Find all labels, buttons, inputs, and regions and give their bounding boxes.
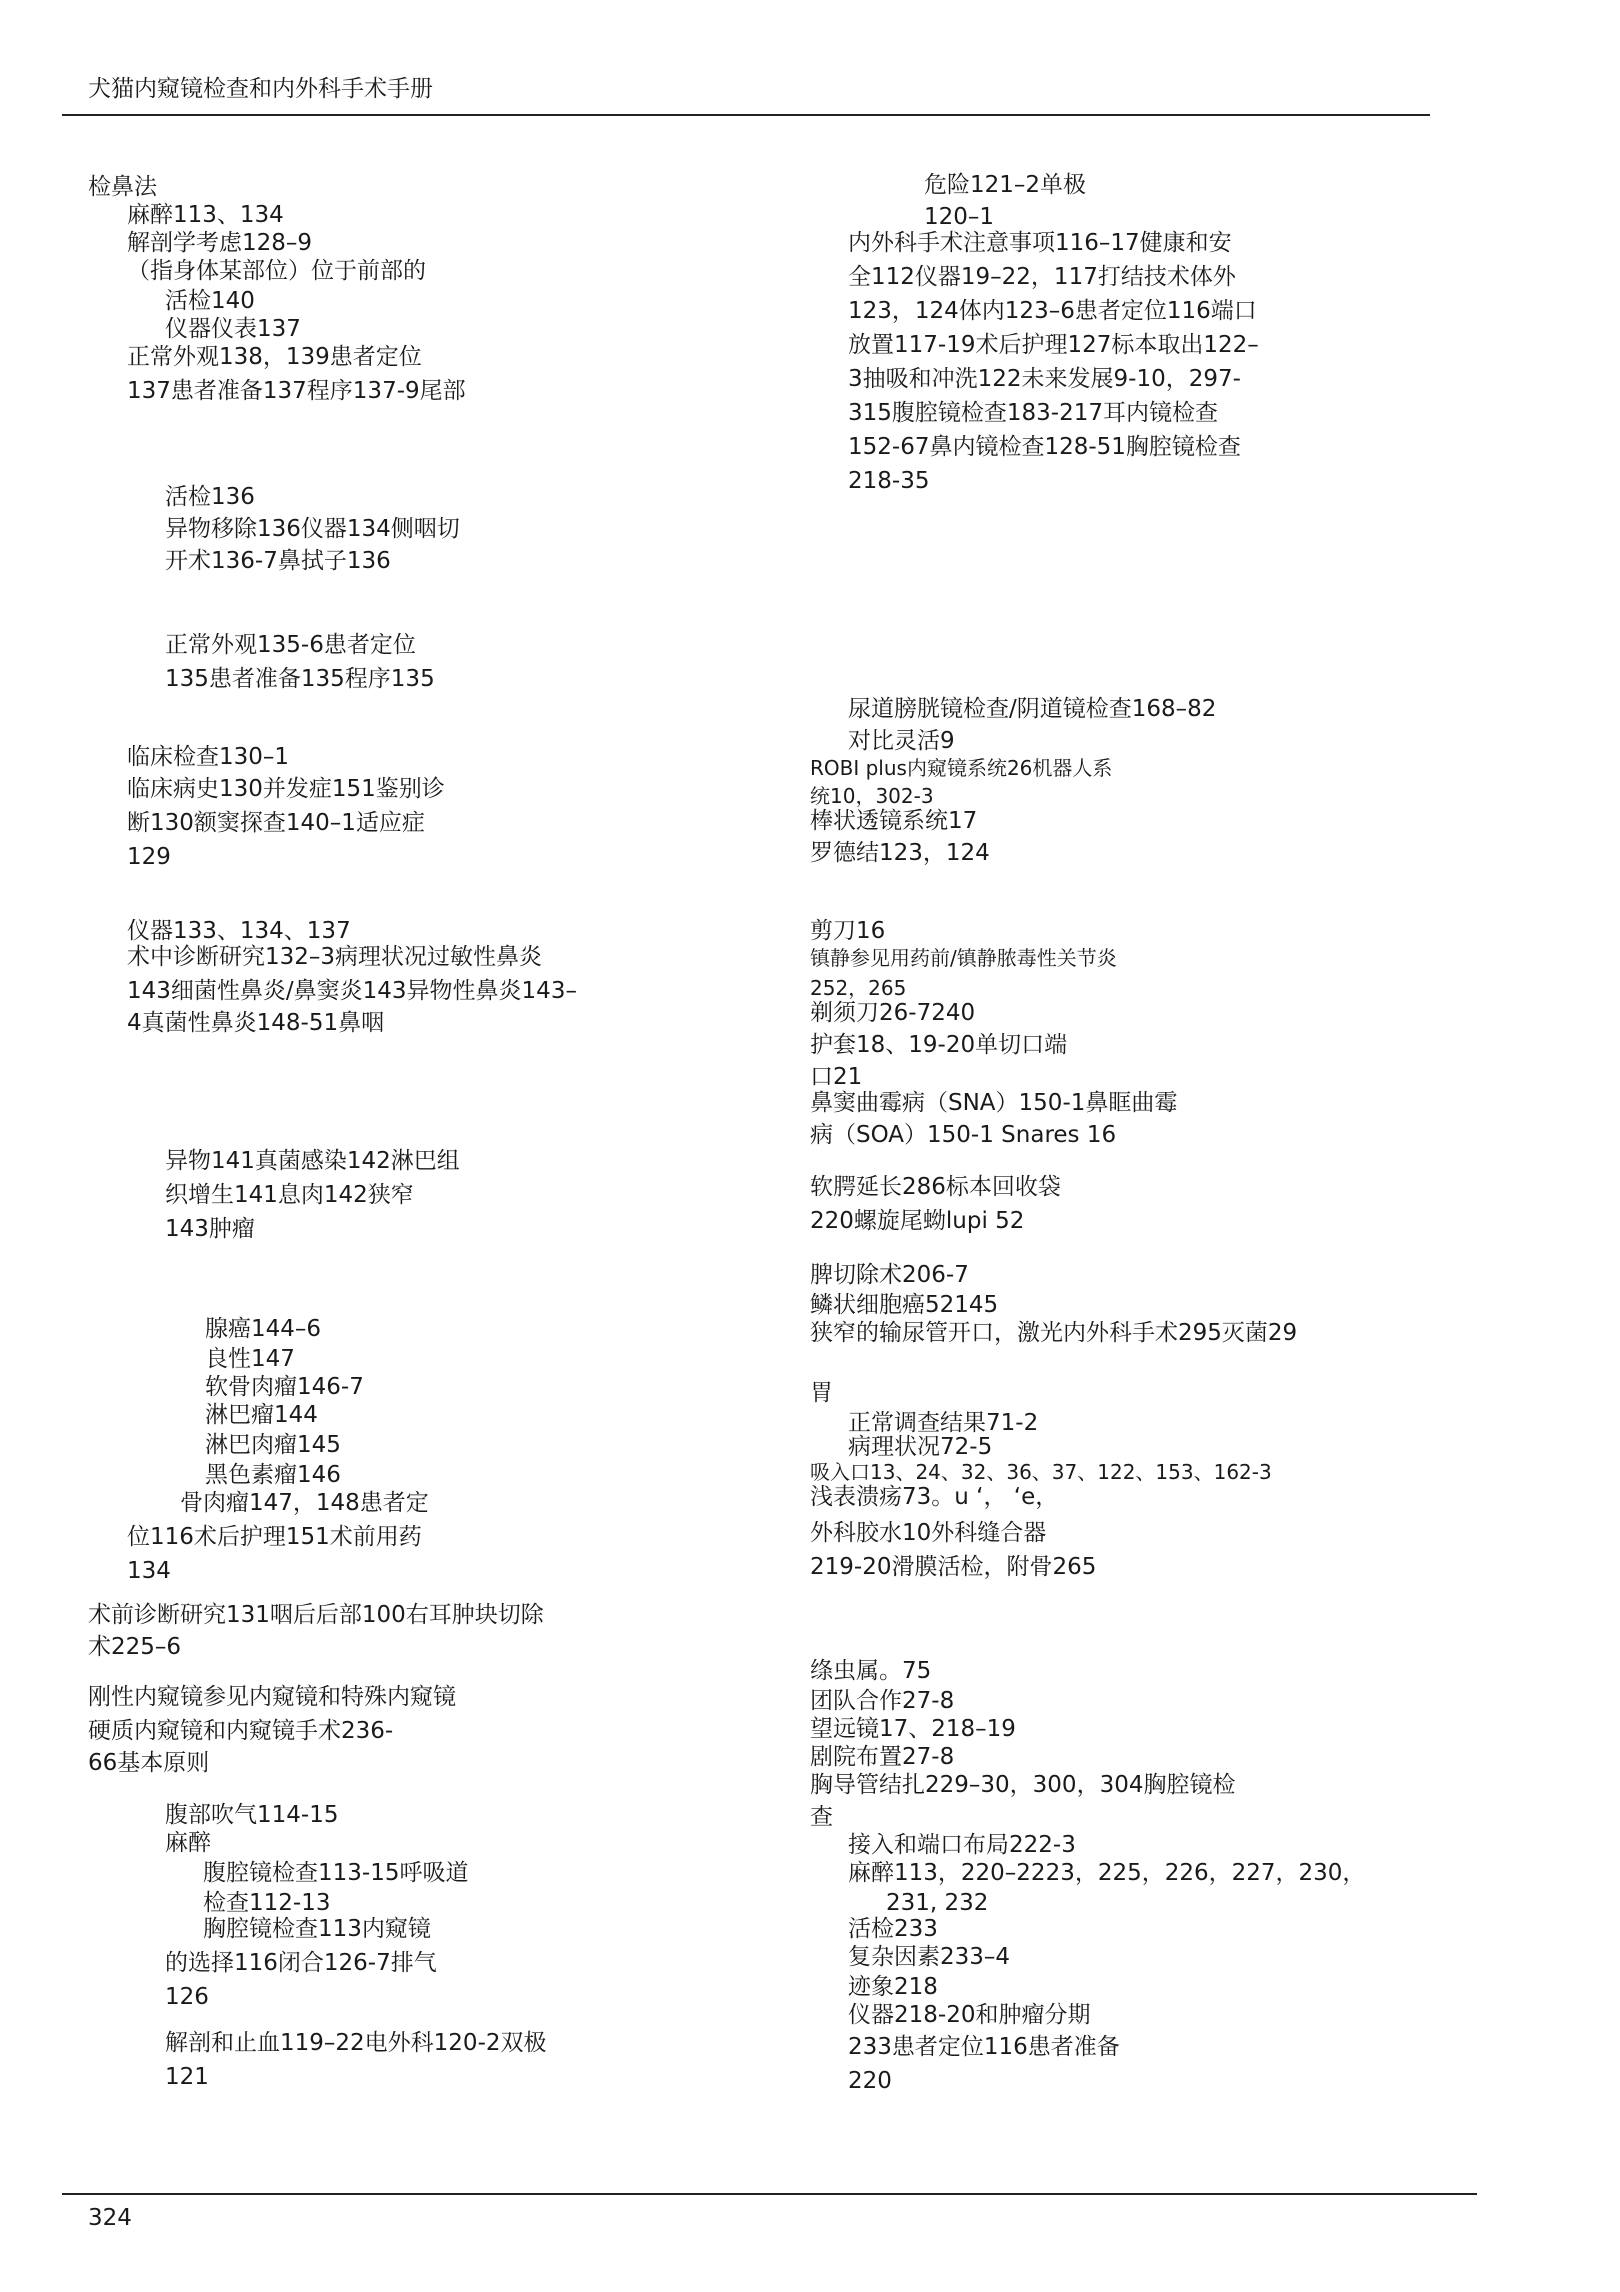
index-entry: 218-35 bbox=[848, 468, 930, 494]
index-entry: 233患者定位116患者准备 bbox=[848, 2034, 1120, 2060]
index-entry: 的选择116闭合126-7排气 bbox=[165, 1950, 437, 1976]
index-entry: 全112仪器19–22，117打结技术体外 bbox=[848, 264, 1236, 290]
index-entry: 骨肉瘤147，148患者定 bbox=[180, 1490, 429, 1516]
index-entry: 135患者准备135程序135 bbox=[165, 666, 435, 692]
index-entry: 浅表溃疡73。u ‘， ‘e， bbox=[810, 1484, 1059, 1510]
index-entry: 剧院布置27-8 bbox=[810, 1744, 955, 1770]
index-entry: 放置117-19术后护理127标本取出122– bbox=[848, 332, 1259, 358]
page-number: 324 bbox=[88, 2205, 132, 2231]
index-entry: 检鼻法 bbox=[88, 174, 157, 200]
index-entry: 术前诊断研究131咽后后部100右耳肿块切除 bbox=[88, 1602, 544, 1628]
index-entry: 152-67鼻内镜检查128-51胸腔镜检查 bbox=[848, 434, 1241, 460]
index-entry: 临床检查130–1 bbox=[127, 744, 290, 770]
index-entry: 143肿瘤 bbox=[165, 1216, 255, 1242]
index-entry: 望远镜17、218–19 bbox=[810, 1716, 1016, 1742]
index-entry: 断130额窦探查140–1适应症 bbox=[127, 810, 425, 836]
index-entry: 护套18、19-20单切口端 bbox=[810, 1032, 1068, 1058]
index-entry: 腺癌144–6 bbox=[205, 1316, 322, 1342]
index-entry: 内外科手术注意事项116–17健康和安 bbox=[848, 230, 1232, 256]
index-entry: 狭窄的输尿管开口，激光内外科手术295灭菌29 bbox=[810, 1320, 1298, 1346]
index-entry: 刚性内窥镜参见内窥镜和特殊内窥镜 bbox=[88, 1684, 456, 1710]
index-entry: 织增生141息肉142狭窄 bbox=[165, 1182, 414, 1208]
index-entry: 活检233 bbox=[848, 1916, 938, 1942]
index-entry: 危险121–2单极 bbox=[924, 172, 1087, 198]
index-entry: 异物141真菌感染142淋巴组 bbox=[165, 1148, 460, 1174]
header-rule bbox=[62, 114, 1430, 116]
index-entry: 检查112-13 bbox=[203, 1890, 331, 1916]
index-entry: 解剖学考虑128–9 bbox=[127, 230, 313, 256]
index-entry: 口21 bbox=[810, 1064, 863, 1090]
index-entry: 腹部吹气114-15 bbox=[165, 1802, 339, 1828]
index-entry: 231, 232 bbox=[886, 1890, 989, 1916]
index-entry: 外科胶水10外科缝合器 bbox=[810, 1520, 1047, 1546]
index-entry: 剪刀16 bbox=[810, 918, 886, 944]
index-entry: 正常调查结果71-2 bbox=[848, 1410, 1039, 1436]
index-entry: 接入和端口布局222-3 bbox=[848, 1832, 1076, 1858]
index-entry: 仪器仪表137 bbox=[165, 316, 301, 342]
index-entry: 正常外观138，139患者定位 bbox=[127, 344, 422, 370]
index-entry: 解剖和止血119–22电外科120-2双极 bbox=[165, 2030, 547, 2056]
index-entry: 剃须刀26-7240 bbox=[810, 1000, 976, 1026]
index-entry: 团队合作27-8 bbox=[810, 1688, 955, 1714]
index-entry: 术中诊断研究132–3病理状况过敏性鼻炎 bbox=[127, 944, 543, 970]
index-entry: 异物移除136仪器134侧咽切 bbox=[165, 516, 460, 542]
index-entry: 脾切除术206-7 bbox=[810, 1262, 969, 1288]
index-entry: 134 bbox=[127, 1558, 171, 1584]
index-entry: 病理状况72-5 bbox=[848, 1434, 993, 1460]
index-entry: 良性147 bbox=[205, 1346, 295, 1372]
index-entry: 123，124体内123–6患者定位116端口 bbox=[848, 298, 1257, 324]
index-entry: 126 bbox=[165, 1984, 209, 2010]
index-entry: 正常外观135-6患者定位 bbox=[165, 632, 416, 658]
index-entry: 罗德结123，124 bbox=[810, 840, 990, 866]
index-entry: 仪器218-20和肿瘤分期 bbox=[848, 2002, 1091, 2028]
index-entry: 黑色素瘤146 bbox=[205, 1462, 341, 1488]
index-entry: 病（SOA）150-1 Snares 16 bbox=[810, 1122, 1117, 1148]
index-entry: 220螺旋尾蚴lupi 52 bbox=[810, 1208, 1025, 1234]
index-entry: ROBI plus内窥镜系统26机器人系 bbox=[810, 756, 1113, 780]
index-entry: 120–1 bbox=[924, 204, 995, 230]
index-entry: 仪器133、134、137 bbox=[127, 918, 351, 944]
index-entry: 143细菌性鼻炎/鼻窦炎143异物性鼻炎143– bbox=[127, 978, 577, 1004]
index-entry: 镇静参见用药前/镇静脓毒性关节炎 bbox=[810, 946, 1117, 970]
index-entry: 3抽吸和冲洗122未来发展9-10，297- bbox=[848, 366, 1241, 392]
index-entry: 220 bbox=[848, 2068, 892, 2094]
index-entry: 鳞状细胞癌52145 bbox=[810, 1292, 999, 1318]
index-entry: 胃 bbox=[810, 1380, 833, 1406]
index-entry: 术225–6 bbox=[88, 1634, 182, 1660]
index-entry: 315腹腔镜检查183-217耳内镜检查 bbox=[848, 400, 1218, 426]
index-entry: 129 bbox=[127, 844, 171, 870]
index-entry: 胸导管结扎229–30，300，304胸腔镜检 bbox=[810, 1772, 1236, 1798]
index-entry: 吸入口13、24、32、36、37、122、153、162-3 bbox=[810, 1460, 1272, 1484]
index-entry: 开术136-7鼻拭子136 bbox=[165, 548, 391, 574]
index-entry: 复杂因素233–4 bbox=[848, 1944, 1011, 1970]
index-entry: （指身体某部位）位于前部的 bbox=[127, 258, 426, 284]
index-entry: 棒状透镜系统17 bbox=[810, 808, 978, 834]
index-entry: 活检140 bbox=[165, 288, 255, 314]
index-entry: 硬质内窥镜和内窥镜手术236- bbox=[88, 1718, 394, 1744]
index-entry: 4真菌性鼻炎148-51鼻咽 bbox=[127, 1010, 385, 1036]
index-entry: 121 bbox=[165, 2064, 209, 2090]
index-entry: 胸腔镜检查113内窥镜 bbox=[203, 1916, 431, 1942]
index-entry: 活检136 bbox=[165, 484, 255, 510]
index-entry: 绦虫属。75 bbox=[810, 1658, 932, 1684]
index-entry: 鼻窦曲霉病（SNA）150-1鼻眶曲霉 bbox=[810, 1090, 1178, 1116]
index-entry: 位116术后护理151术前用药 bbox=[127, 1524, 422, 1550]
index-entry: 麻醉 bbox=[165, 1830, 211, 1856]
index-entry: 统10，302-3 bbox=[810, 784, 934, 808]
index-entry: 对比灵活9 bbox=[848, 728, 955, 754]
running-header: 犬猫内窥镜检查和内外科手术手册 bbox=[88, 76, 433, 102]
index-entry: 临床病史130并发症151鉴别诊 bbox=[127, 776, 445, 802]
index-entry: 219-20滑膜活检，附骨265 bbox=[810, 1554, 1097, 1580]
index-entry: 麻醉113、134 bbox=[127, 202, 284, 228]
index-entry: 软腭延长286标本回收袋 bbox=[810, 1174, 1061, 1200]
footer-rule bbox=[62, 2193, 1477, 2195]
index-entry: 淋巴肉瘤145 bbox=[205, 1432, 341, 1458]
index-entry: 252，265 bbox=[810, 976, 907, 1000]
index-entry: 66基本原则 bbox=[88, 1750, 210, 1776]
index-entry: 尿道膀胱镜检查/阴道镜检查168–82 bbox=[848, 696, 1217, 722]
index-entry: 软骨肉瘤146-7 bbox=[205, 1374, 364, 1400]
index-entry: 查 bbox=[810, 1804, 833, 1830]
index-entry: 迹象218 bbox=[848, 1974, 938, 2000]
index-entry: 麻醉113，220–2223，225，226，227，230， bbox=[848, 1860, 1366, 1886]
index-entry: 淋巴瘤144 bbox=[205, 1402, 318, 1428]
index-entry: 腹腔镜检查113-15呼吸道 bbox=[203, 1860, 469, 1886]
index-entry: 137患者准备137程序137-9尾部 bbox=[127, 378, 466, 404]
